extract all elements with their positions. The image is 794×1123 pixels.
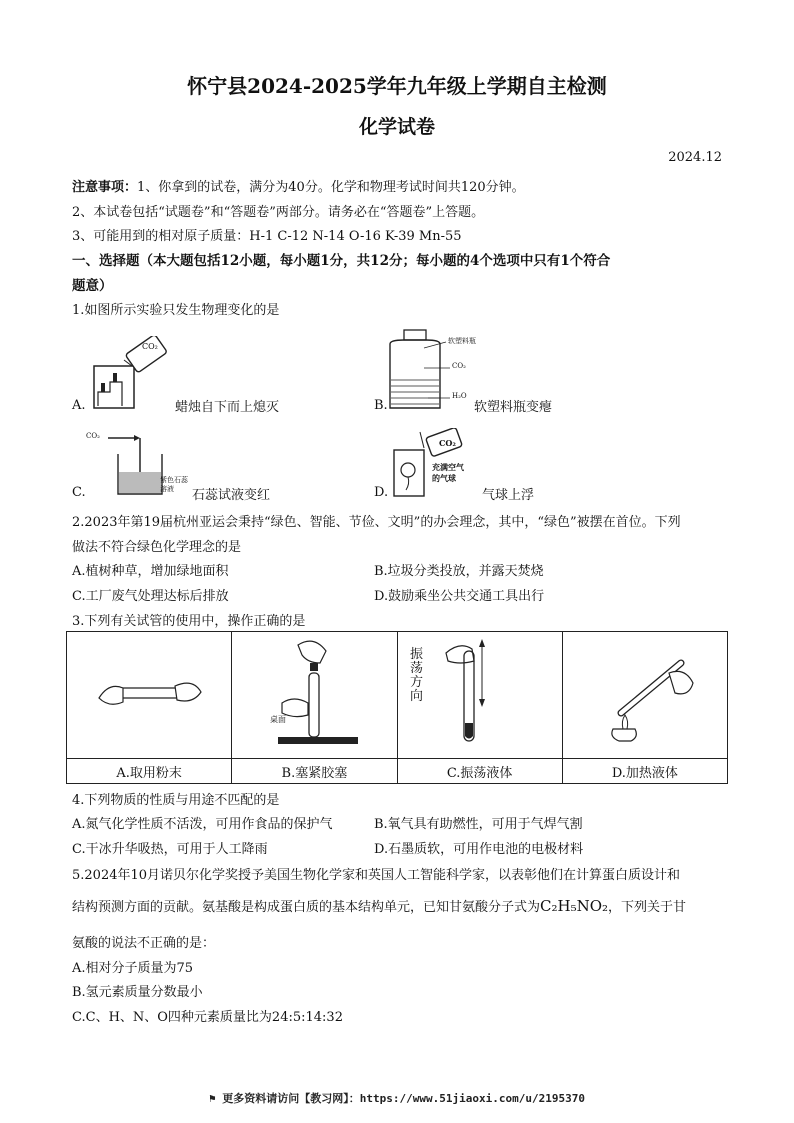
q3-fig-d-cell — [562, 632, 727, 759]
q3-fig-a-powder — [89, 658, 209, 728]
q1-fig-b-co2: CO₂ — [452, 362, 466, 370]
q3-options-table — [66, 631, 728, 784]
q3-fig-b-stopper — [254, 633, 374, 753]
q3-option-b: B.塞紧胶塞 — [232, 759, 397, 784]
q2-option-c: C.工厂废气处理达标后排放 — [72, 589, 229, 604]
q2-option-a: A.植树种草，增加绿地面积 — [72, 564, 229, 579]
notes-line2: 2、本试卷包括“试题卷”和“答题卷”两部分。请务必在“答题卷”上答题。 — [72, 205, 485, 220]
q1-b-letter: B. — [374, 398, 388, 413]
q1-a-text: 蜡烛自下而上熄灭 — [175, 400, 280, 415]
q4-option-c: C.干冰升华吸热，可用于人工降雨 — [72, 842, 268, 857]
q3-option-d: D.加热液体 — [562, 759, 727, 784]
q4-stem: 4.下列物质的性质与用途不匹配的是 — [72, 793, 280, 808]
exam-subtitle: 化学试卷 — [358, 116, 435, 138]
notes-line3: 3、可能用到的相对原子质量：H-1 C-12 N-14 O-16 K-39 Mn-55 — [72, 229, 462, 244]
q3-fig-b-label: 桌面 — [270, 715, 286, 724]
q1-c-text: 石蕊试液变红 — [192, 488, 271, 503]
q3-stem: 3.下列有关试管的使用中，操作正确的是 — [72, 614, 306, 629]
q1-a-letter: A. — [72, 398, 86, 413]
q3-fig-d-heat — [585, 633, 705, 753]
q1-fig-a-candles — [88, 336, 178, 412]
section1-heading-cont: 题意） — [72, 278, 113, 294]
q5-option-c: C.C、H、N、O四种元素质量比为24:5:14:32 — [72, 1010, 343, 1025]
q5-option-b: B.氢元素质量分数最小 — [72, 985, 203, 1000]
q3-option-c: C.振荡液体 — [397, 759, 562, 784]
q3-option-a: A.取用粉末 — [67, 759, 232, 784]
section1-heading: 一、选择题（本大题包括12小题，每小题1分，共12分；每小题的4个选项中只有1个符合 — [72, 253, 611, 269]
q2-stem-cont: 做法不符合绿色化学理念的是 — [72, 540, 242, 555]
exam-title: 怀宁县2024-2025学年九年级上学期自主检测 — [187, 74, 607, 98]
q1-fig-c-co2: CO₂ — [86, 432, 100, 440]
q1-fig-b-h2o: H₂O — [452, 392, 467, 400]
glycine-formula: C₂H₅NO₂ — [540, 897, 609, 915]
q1-fig-b-top-label: 软塑料瓶 — [448, 337, 476, 345]
q1-fig-d-co2: CO₂ — [439, 438, 456, 448]
q1-fig-a-co2: CO₂ — [142, 342, 158, 351]
q3-fig-c-shake — [420, 633, 540, 753]
q1-d-text: 气球上浮 — [482, 488, 535, 503]
q1-fig-d-ball: 充满空气的气球 — [432, 462, 464, 483]
q5-stem-line2: 结构预测方面的贡献。氨基酸是构成蛋白质的基本结构单元，已知甘氨酸分子式为C₂H₅NO₂，下列关于甘 — [72, 897, 687, 915]
q5-stem-line3: 氨酸的说法不正确的是： — [72, 936, 216, 951]
q1-stem: 1.如图所示实验只发生物理变化的是 — [72, 303, 280, 318]
q2-option-b: B.垃圾分类投放，并露天焚烧 — [374, 564, 544, 579]
footer-link[interactable]: ⚑ 更多资料请访问【教习网】：https://www.51jiaoxi.com/u/2195370 — [209, 1092, 585, 1105]
q1-fig-c-liquid: 紫色石蕊溶液 — [160, 476, 188, 493]
q1-d-letter: D. — [374, 485, 389, 500]
notes-label: 注意事项： — [72, 180, 138, 195]
q1-b-text: 软塑料瓶变瘪 — [474, 400, 553, 415]
q1-c-letter: C. — [72, 485, 86, 500]
q5-option-a: A.相对分子质量为75 — [72, 961, 194, 976]
notes-line1: 注意事项：1、你拿到的试卷，满分为40分。化学和物理考试时间共120分钟。 — [72, 180, 525, 195]
q2-stem: 2.2023年第19届杭州亚运会秉持“绿色、智能、节俭、文明”的办会理念，其中，“绿色”被摆在首位。下列 — [72, 515, 681, 530]
q5-stem: 5.2024年10月诺贝尔化学奖授予美国生物化学家和英国人工智能科学家，以表彰他们在计算蛋白质设计和 — [72, 868, 681, 883]
q3-fig-a-cell — [67, 632, 232, 759]
exam-date: 2024.12 — [668, 150, 722, 165]
q3-fig-c-label: 振荡方向 — [410, 647, 424, 704]
q4-option-d: D.石墨质软，可用作电池的电极材料 — [374, 842, 584, 857]
q4-option-b: B.氧气具有助燃性，可用于气焊气割 — [374, 817, 583, 832]
q4-option-a: A.氮气化学性质不活泼，可用作食品的保护气 — [72, 817, 333, 832]
q2-option-d: D.鼓励乘坐公共交通工具出行 — [374, 589, 545, 604]
q3-fig-b-cell — [232, 632, 397, 759]
